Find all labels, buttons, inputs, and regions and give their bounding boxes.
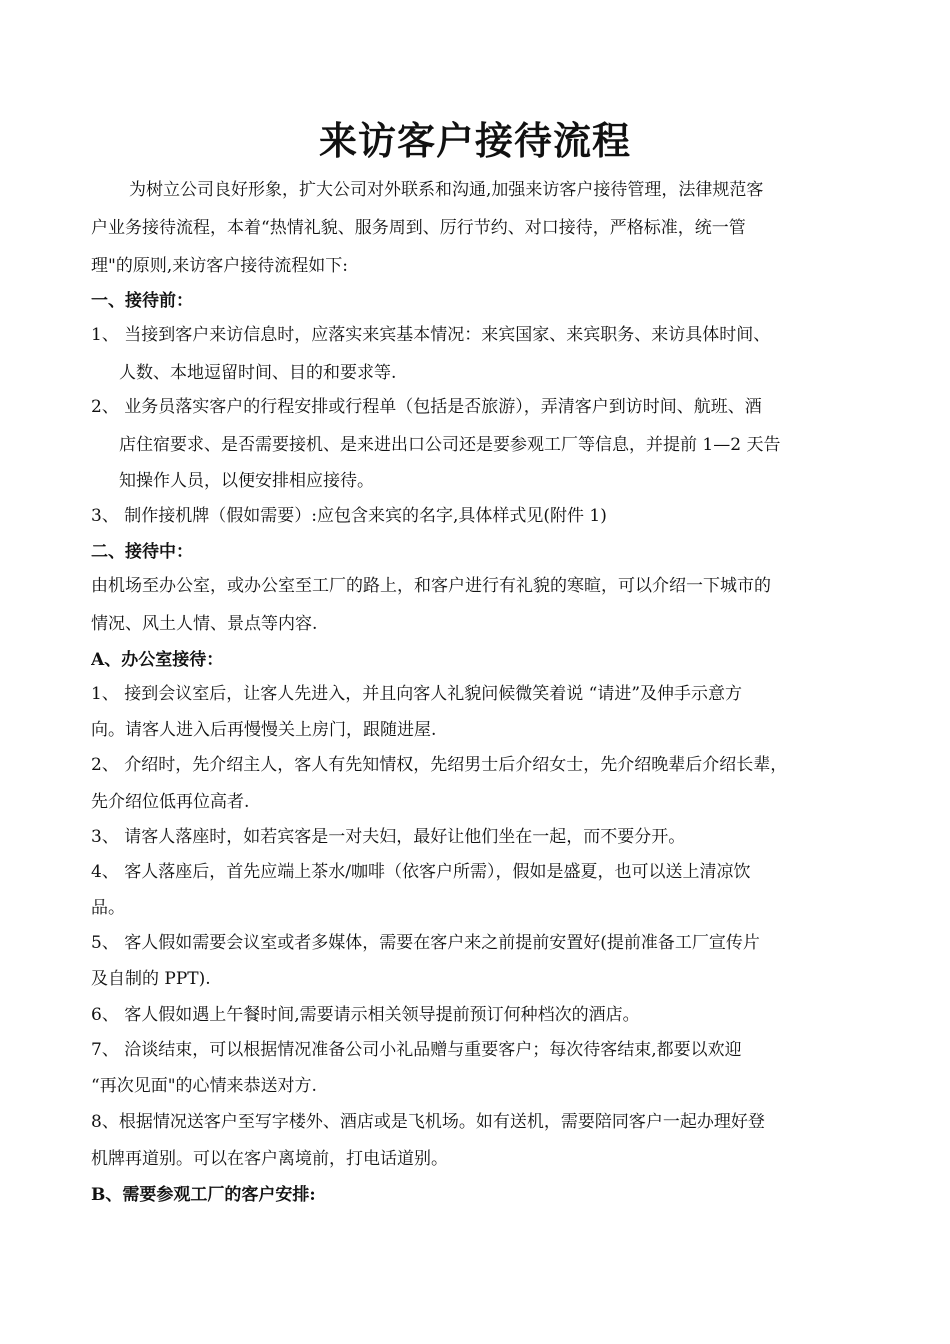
- sectionA-item7-line2: “再次见面"的心情来恭送对方.: [91, 1076, 317, 1096]
- intro-line-2: 户业务接待流程，本着“热情礼貌、服务周到、厉行节约、对口接待，严格标准，统一管: [91, 218, 746, 238]
- document-title: 来访客户接待流程: [318, 119, 631, 163]
- section1-item2-line3: 知操作人员，以便安排相应接待。: [119, 471, 374, 491]
- section-heading-office: A、办公室接待：: [91, 650, 224, 670]
- section1-item3-line1: 3、 制作接机牌（假如需要）:应包含来宾的名字,具体样式见(附件 1): [91, 506, 607, 526]
- section-heading-before: 一、接待前：: [91, 291, 193, 311]
- section2-para-line2: 情况、风土人情、景点等内容.: [91, 614, 318, 634]
- sectionA-item2-line1: 2、 介绍时，先介绍主人，客人有先知情权，先绍男士后介绍女士，先介绍晚辈后介绍长辈，: [91, 755, 788, 775]
- sectionA-item1-line1: 1、 接到会议室后，让客人先进入，并且向客人礼貌问候微笑着说 “请进”及伸手示意方: [91, 684, 743, 704]
- sectionA-item6-line1: 6、 客人假如遇上午餐时间,需要请示相关领导提前预订何种档次的酒店。: [91, 1005, 640, 1025]
- sectionA-item1-line2: 向。请客人进入后再慢慢关上房门，跟随进屋.: [91, 720, 437, 740]
- sectionA-item4-line2: 品。: [91, 898, 125, 918]
- section1-item2-line1: 2、 业务员落实客户的行程安排或行程单（包括是否旅游），弄清客户到访时间、航班、酒: [91, 397, 762, 417]
- sectionA-item3-line1: 3、 请客人落座时，如若宾客是一对夫妇，最好让他们坐在一起，而不要分开。: [91, 827, 686, 847]
- intro-line-1: 为树立公司良好形象，扩大公司对外联系和沟通,加强来访客户接待管理，法律规范客: [129, 180, 764, 200]
- sectionA-item7-line1: 7、 洽谈结束，可以根据情况准备公司小礼品赠与重要客户；每次待客结束,都要以欢迎: [91, 1040, 742, 1060]
- section-heading-factory: B、需要参观工厂的客户安排:: [91, 1185, 316, 1205]
- section2-para-line1: 由机场至办公室，或办公室至工厂的路上，和客户进行有礼貌的寒暄，可以介绍一下城市的: [91, 576, 771, 596]
- sectionA-item8-line2: 机牌再道别。可以在客户离境前，打电话道别。: [91, 1149, 448, 1169]
- section1-item2-line2: 店住宿要求、是否需要接机、是来进出口公司还是要参观工厂等信息，并提前 1—2 天告: [119, 435, 781, 455]
- sectionA-item4-line1: 4、 客人落座后，首先应端上茶水/咖啡（依客户所需），假如是盛夏，也可以送上清凉饮: [91, 862, 751, 882]
- section1-item1-line1: 1、 当接到客户来访信息时，应落实来宾基本情况：来宾国家、来宾职务、来访具体时间、: [91, 325, 771, 345]
- sectionA-item8-line1: 8、根据情况送客户至写字楼外、酒店或是飞机场。如有送机，需要陪同客户一起办理好登: [91, 1112, 765, 1132]
- intro-line-3: 理"的原则,来访客户接待流程如下:: [91, 256, 348, 276]
- sectionA-item2-line2: 先介绍位低再位高者.: [91, 792, 250, 812]
- section1-item1-line2: 人数、本地逗留时间、目的和要求等.: [119, 363, 397, 383]
- section-heading-during: 二、接待中：: [91, 542, 193, 562]
- sectionA-item5-line1: 5、 客人假如需要会议室或者多媒体，需要在客户来之前提前安置好(提前准备工厂宣传片: [91, 933, 760, 953]
- sectionA-item5-line2: 及自制的 PPT).: [91, 969, 211, 989]
